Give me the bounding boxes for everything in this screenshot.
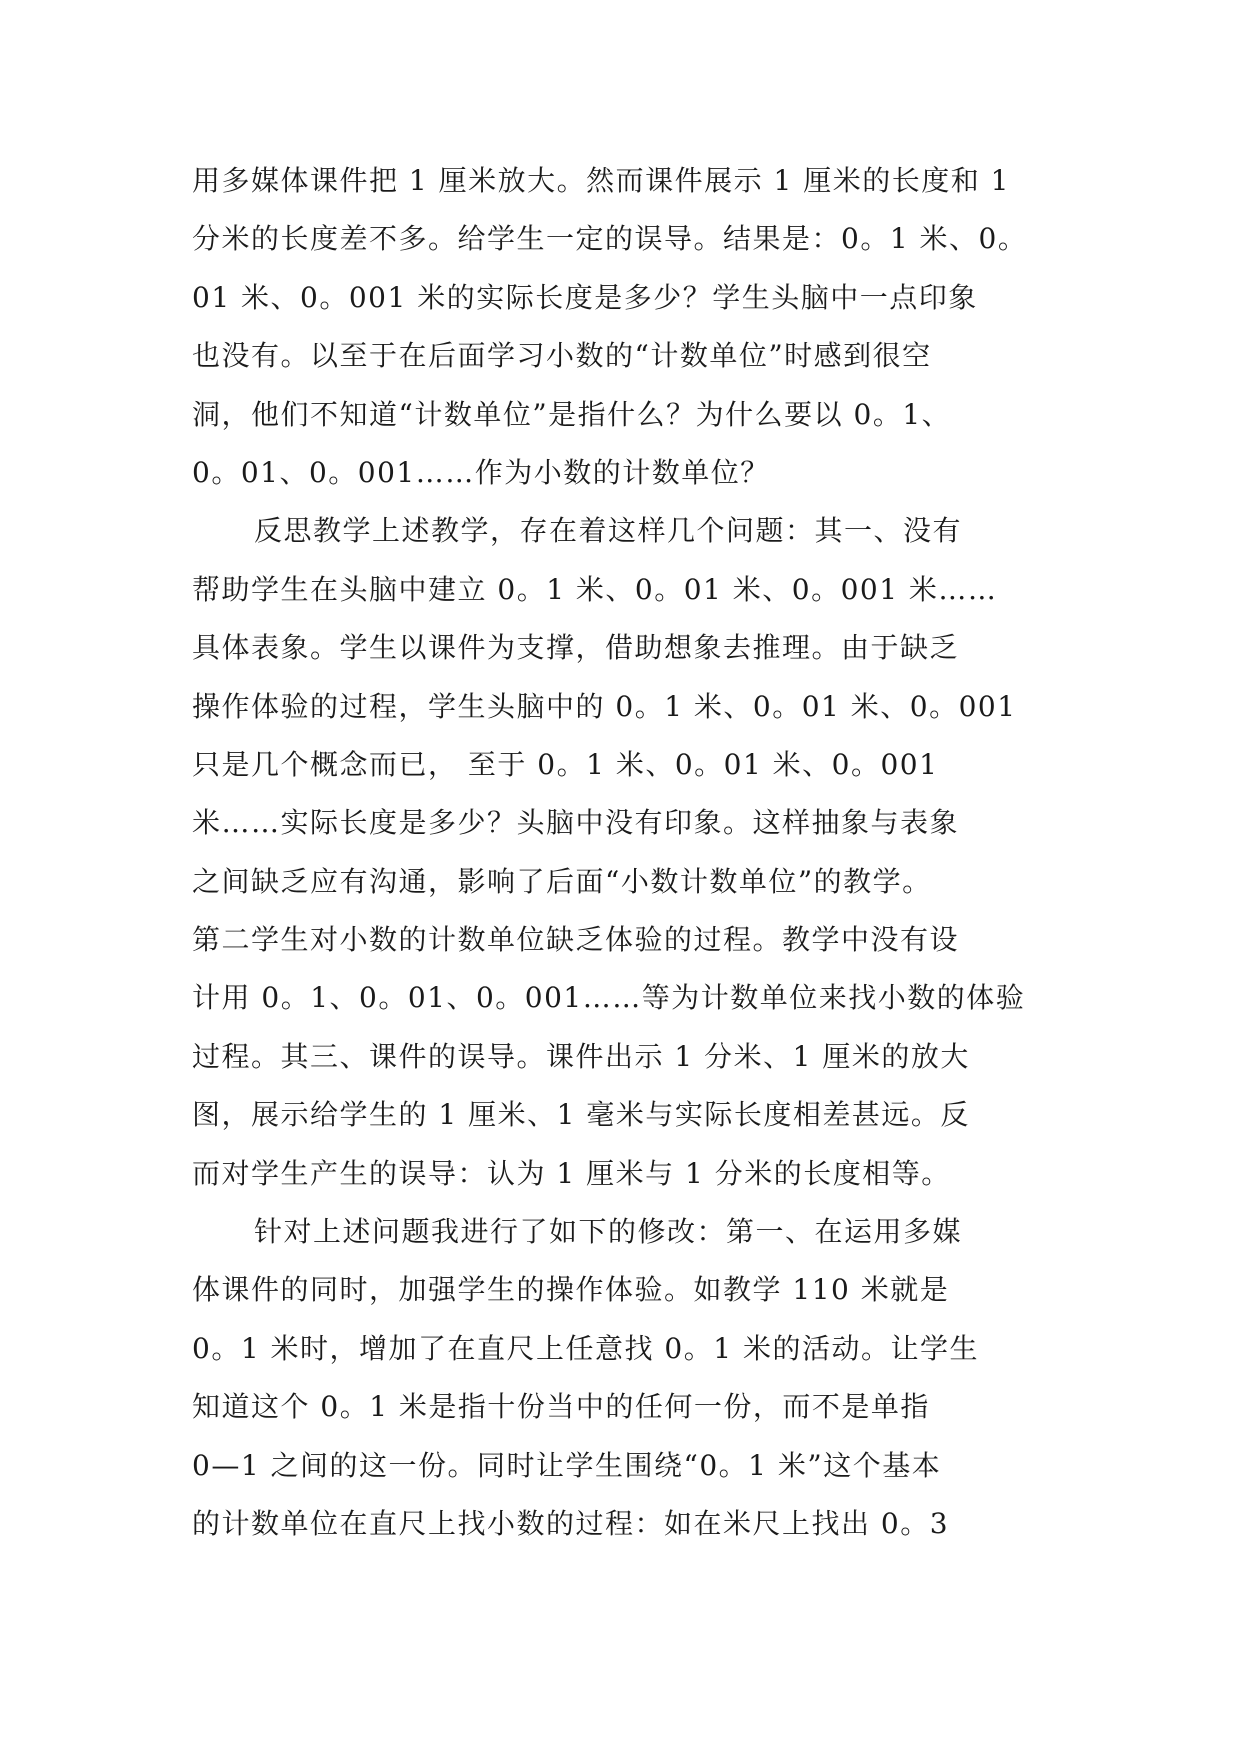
text-line: 帮助学生在头脑中建立 0。1 米、0。01 米、0。001 米……: [192, 572, 998, 606]
text-line: 用多媒体课件把 1 厘米放大。然而课件展示 1 厘米的长度和 1: [192, 164, 1010, 197]
text-line: 具体表象。学生以课件为支撑，借助想象去推理。由于缺乏: [192, 631, 960, 665]
text-line: 操作体验的过程，学生头脑中的 0。1 米、0。01 米、0。001: [192, 689, 1017, 723]
text-line: 而对学生产生的误导：认为 1 厘米与 1 分米的长度相等。: [192, 1156, 951, 1190]
text-line: 0—1 之间的这一份。同时让学生围绕“0。1 米”这个基本: [192, 1448, 942, 1482]
text-line: 分米的长度差不多。给学生一定的误导。结果是：0。1 米、0。: [192, 222, 1028, 256]
paragraph-first-line: 反思教学上述教学，存在着这样几个问题：其一、没有: [254, 514, 963, 548]
text-line: 图，展示给学生的 1 厘米、1 毫米与实际长度相差甚远。反: [192, 1098, 970, 1132]
text-line: 体课件的同时，加强学生的操作体验。如教学 110 米就是: [192, 1273, 950, 1307]
text-line: 的计数单位在直尺上找小数的过程：如在米尺上找出 0。3: [192, 1506, 950, 1540]
text-line: 洞，他们不知道“计数单位”是指什么？为什么要以 0。1、: [192, 397, 952, 431]
text-line: 知道这个 0。1 米是指十份当中的任何一份，而不是单指: [192, 1390, 930, 1424]
text-line: 只是几个概念而已， 至于 0。1 米、0。01 米、0。001: [192, 747, 939, 781]
text-line: 过程。其三、课件的误导。课件出示 1 分米、1 厘米的放大: [192, 1039, 970, 1073]
text-line: 01 米、0。001 米的实际长度是多少？学生头脑中一点印象: [192, 280, 978, 314]
text-line: 0。1 米时，增加了在直尺上任意找 0。1 米的活动。让学生: [192, 1331, 979, 1365]
document-body: [192, 152, 1052, 1553]
paragraph-first-line: 针对上述问题我进行了如下的修改：第一、在运用多媒: [254, 1215, 963, 1249]
text-line: 之间缺乏应有沟通，影响了后面“小数计数单位”的教学。: [192, 864, 932, 898]
text-line: 0。01、0。001……作为小数的计数单位？: [192, 455, 770, 489]
text-line: 第二学生对小数的计数单位缺乏体验的过程。教学中没有设: [192, 923, 960, 957]
text-line: 计用 0。1、0。01、0。001……等为计数单位来找小数的体验: [192, 981, 1026, 1015]
text-line: 米……实际长度是多少？头脑中没有印象。这样抽象与表象: [192, 806, 960, 840]
text-line: 也没有。以至于在后面学习小数的“计数单位”时感到很空: [192, 339, 932, 373]
